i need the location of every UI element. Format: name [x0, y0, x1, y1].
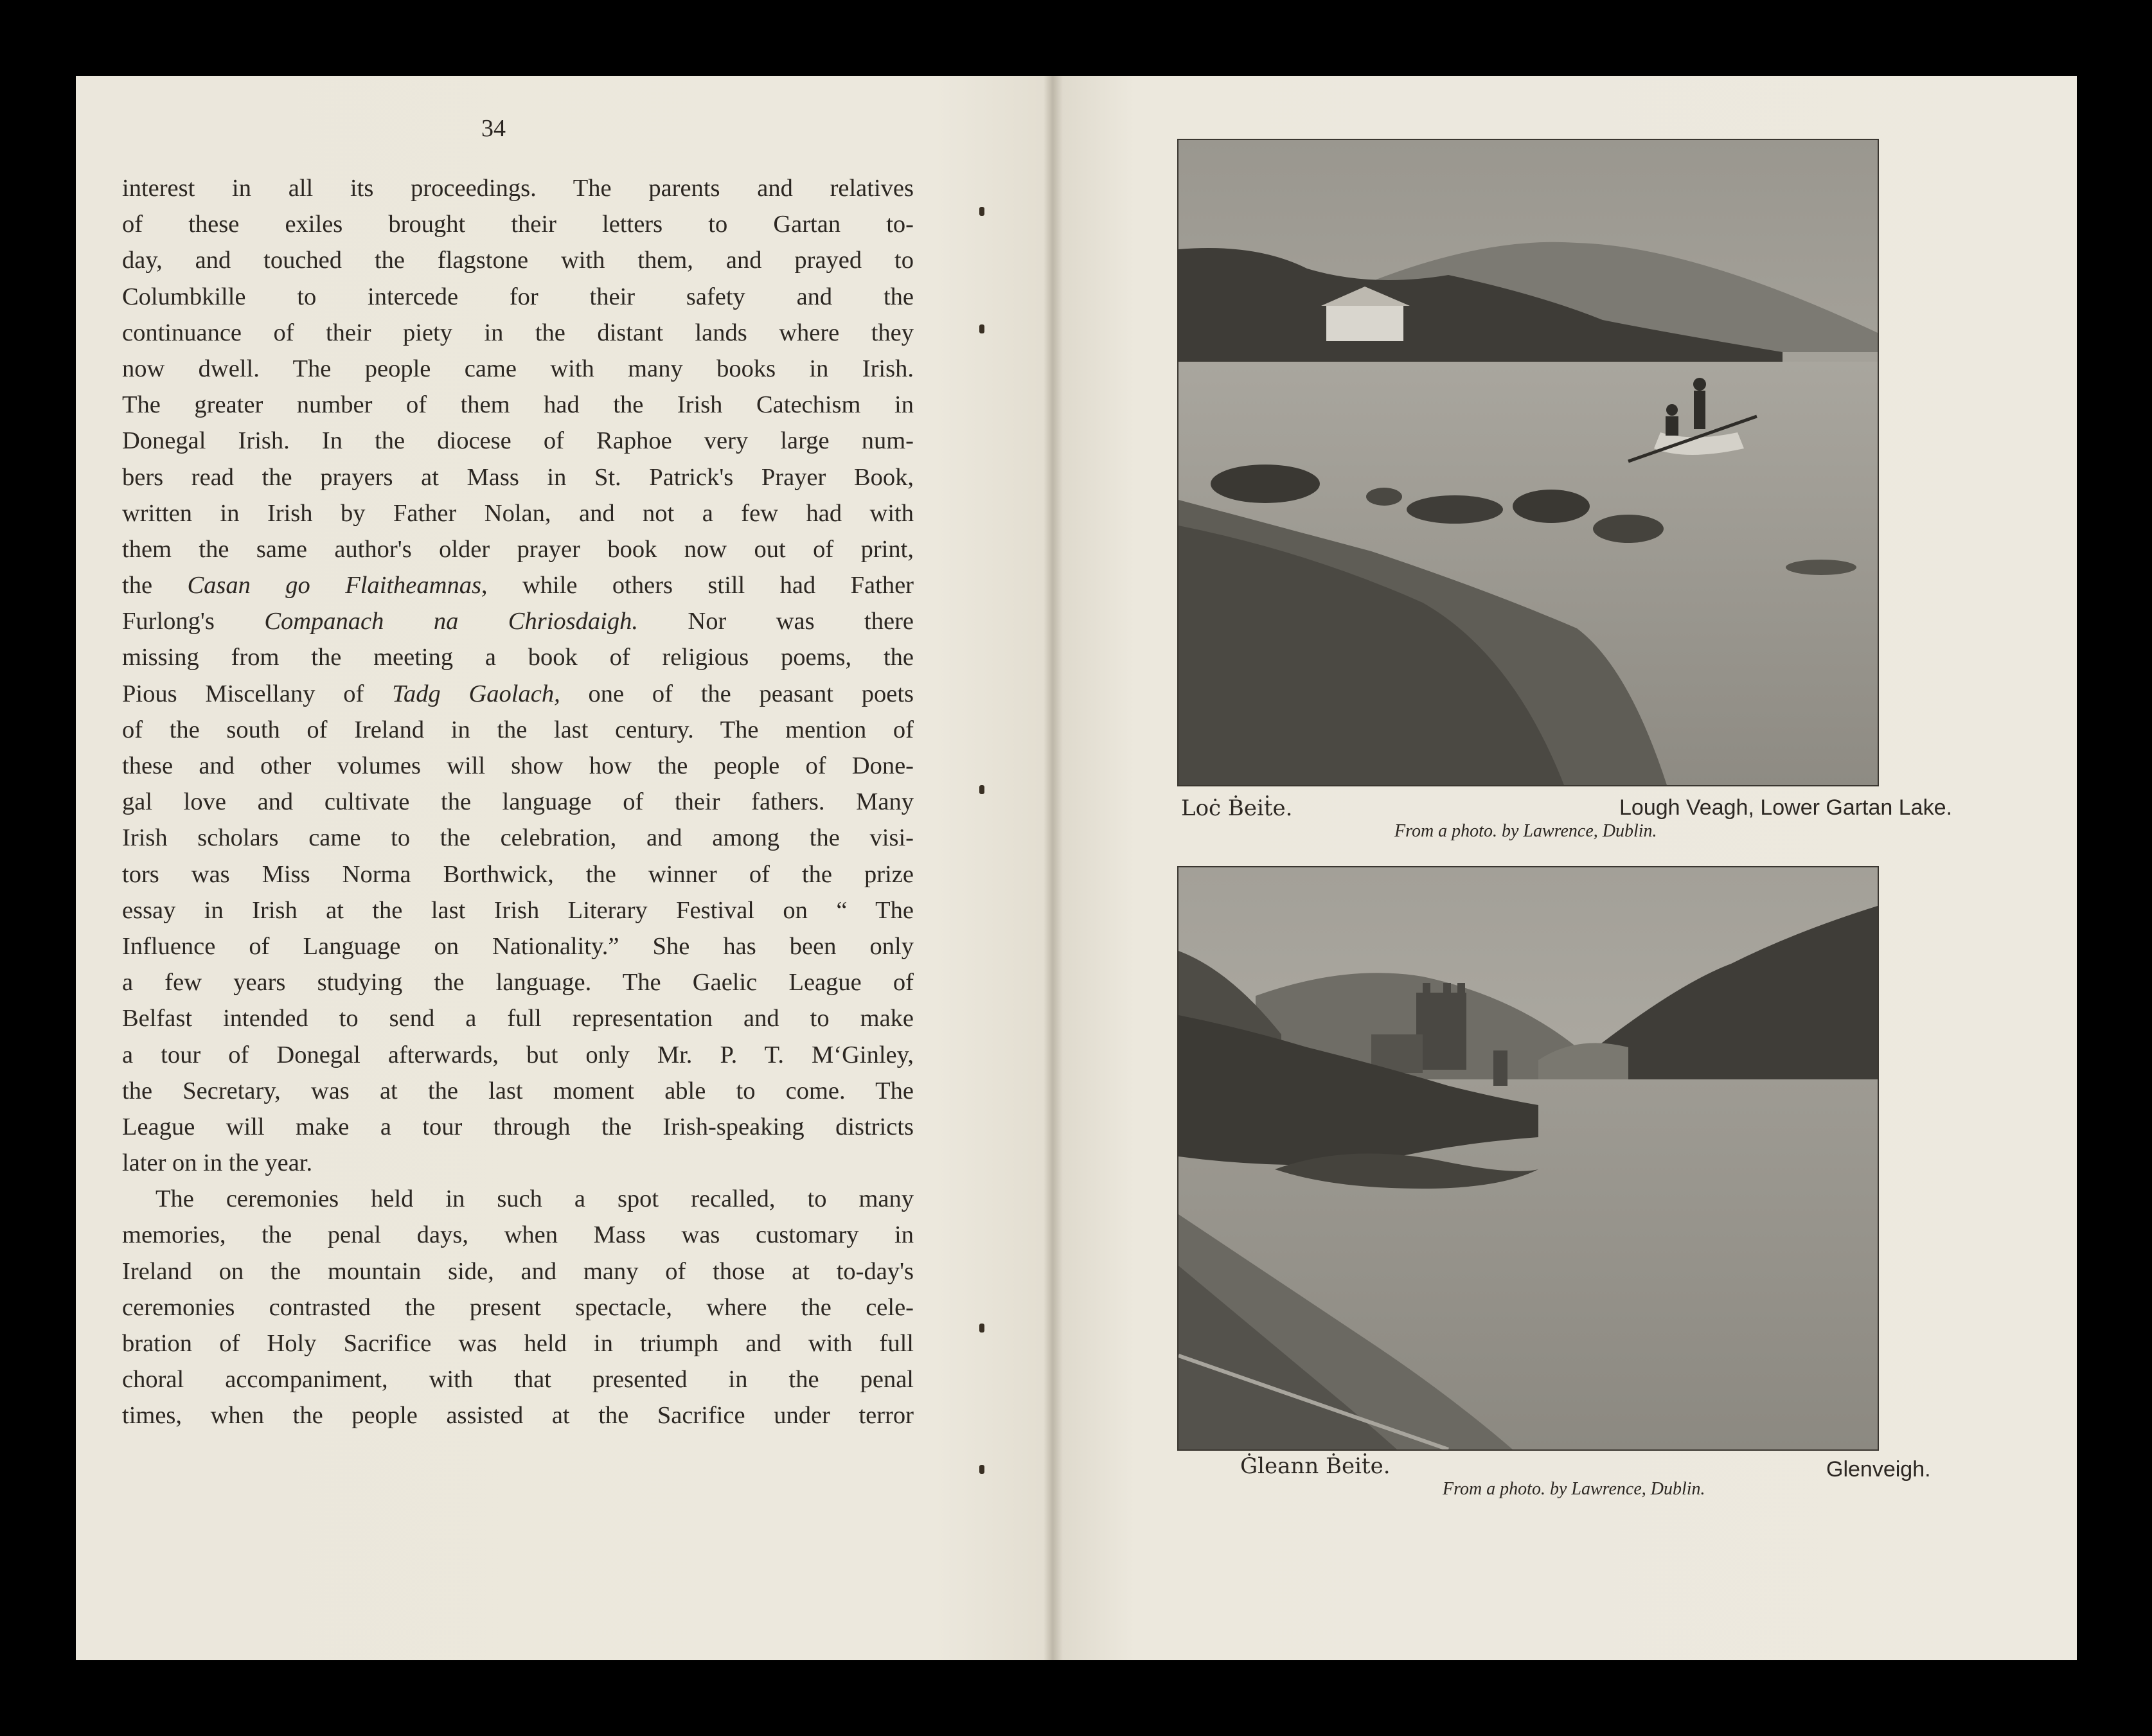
text-line: ceremonies contrasted the present spectacle, where the cele-	[122, 1293, 914, 1321]
text-line: of the south of Ireland in the last century. The mention of	[122, 716, 914, 743]
text-span: Pious Miscellany of	[122, 680, 393, 707]
text-line: interest in all its proceedings. The parents and relatives	[122, 175, 914, 202]
text-line: Ireland on the mountain side, and many of those at to-day's	[122, 1257, 914, 1285]
text-line: bration of Holy Sacrifice was held in triumph and with full	[122, 1330, 914, 1357]
text-line	[122, 567, 914, 603]
text-line: continuance of their piety in the distant lands where they	[122, 319, 914, 346]
text-line: choral accompaniment, with that presented in the penal	[122, 1366, 914, 1394]
text-line: memories, the penal days, when Mass was customary in	[122, 1221, 914, 1249]
lough-veagh-photo	[1177, 139, 1879, 786]
text-line: them the same author's older prayer book now out of print,	[122, 535, 914, 563]
binding-stitch	[979, 1324, 984, 1333]
figure2-caption-irish: Ġleann Ḃeiṫe.	[1240, 1453, 1391, 1479]
text-line: missing from the meeting a book of religious poems, the	[122, 644, 914, 671]
binding-stitch	[979, 207, 984, 216]
text-line: essay in Irish at the last Irish Literary Festival on “ The	[122, 896, 914, 924]
text-line	[122, 603, 914, 639]
glenveigh-photo	[1177, 866, 1879, 1451]
book-gutter	[1044, 76, 1063, 1660]
figure1-photo-credit: From a photo. by Lawrence, Dublin.	[1394, 821, 1657, 841]
binding-stitch	[979, 1465, 984, 1474]
text-span: Furlong's	[122, 608, 265, 635]
figure2-caption-english: Glenveigh.	[1826, 1457, 1931, 1482]
text-line: these and other volumes will show how the people of Done-	[122, 752, 914, 779]
text-line: times, when the people assisted at the Sacrifice under terror	[122, 1402, 914, 1430]
book-title-italic: Casan go Flaitheamnas,	[187, 572, 488, 599]
text-span: while others still had Father	[487, 572, 914, 599]
text-line: tors was Miss Norma Borthwick, the winner of the prize	[122, 860, 914, 888]
text-line: written in Irish by Father Nolan, and not a few had with	[122, 499, 914, 527]
text-line: of these exiles brought their letters to Gartan to-	[122, 211, 914, 238]
text-span: Nor was there	[637, 608, 914, 635]
text-line: day, and touched the flagstone with them, and prayed to	[122, 247, 914, 274]
body-text	[122, 170, 914, 1434]
text-span: one of the peasant poets	[560, 680, 914, 707]
text-line: Irish scholars came to the celebration, and among the visi-	[122, 824, 914, 852]
text-line: League will make a tour through the Irish-speaking districts	[122, 1113, 914, 1140]
text-line	[122, 676, 914, 712]
text-line: Influence of Language on Nationality.” She has been only	[122, 932, 914, 960]
lough-veagh-illustration	[1178, 140, 1878, 785]
text-line: a tour of Donegal afterwards, but only Mr. P. T. M‘Ginley,	[122, 1041, 914, 1068]
binding-stitch	[979, 785, 984, 794]
text-line: Donegal Irish. In the diocese of Raphoe very large num-	[122, 427, 914, 455]
text-line: later on in the year.	[122, 1149, 313, 1177]
book-title-italic: Companach na Chriosdaigh.	[264, 608, 638, 635]
text-line: The greater number of them had the Irish Catechism in	[122, 391, 914, 419]
figure1-caption-irish: Loċ Ḃeiṫe.	[1181, 795, 1293, 821]
text-line: The ceremonies held in such a spot recalled, to many	[156, 1185, 914, 1213]
poet-name-italic: Tadg Gaolach,	[392, 680, 560, 707]
text-line: gal love and cultivate the language of their fathers. Many	[122, 788, 914, 816]
text-line: a few years studying the language. The Gaelic League of	[122, 969, 914, 996]
text-line: Columbkille to intercede for their safety and the	[122, 283, 914, 310]
page-number: 34	[481, 115, 506, 142]
figure1-caption-english: Lough Veagh, Lower Gartan Lake.	[1619, 795, 1952, 820]
text-line: the Secretary, was at the last moment able to come. The	[122, 1077, 914, 1104]
binding-stitch	[979, 324, 984, 333]
text-span: the	[122, 572, 188, 599]
figure2-photo-credit: From a photo. by Lawrence, Dublin.	[1443, 1479, 1705, 1499]
text-line: Belfast intended to send a full representation and to make	[122, 1005, 914, 1032]
text-line: now dwell. The people came with many books in Irish.	[122, 355, 914, 382]
text-line: bers read the prayers at Mass in St. Patrick's Prayer Book,	[122, 463, 914, 491]
glenveigh-illustration	[1178, 867, 1878, 1449]
